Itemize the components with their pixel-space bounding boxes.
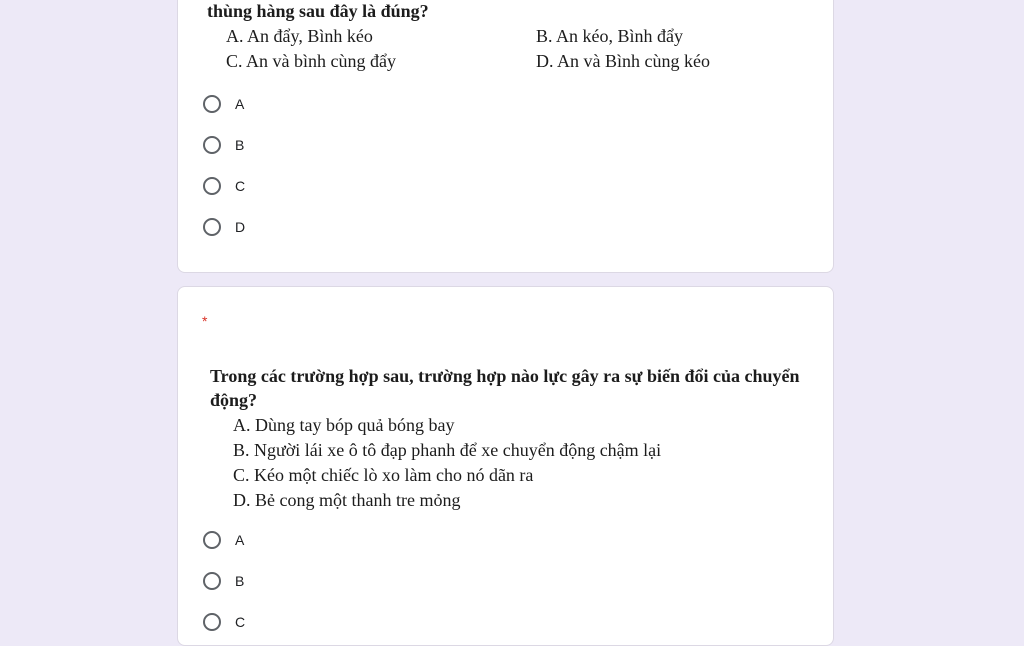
question-2-choice-d: D. Bẻ cong một thanh tre mỏng bbox=[233, 490, 461, 510]
question-1-option-c[interactable] bbox=[203, 174, 245, 198]
option-label: D bbox=[235, 219, 246, 235]
option-label: B bbox=[235, 137, 245, 153]
option-label: A bbox=[235, 532, 245, 548]
question-2-choice-b: B. Người lái xe ô tô đạp phanh để xe chuyển động chậm lại bbox=[233, 440, 662, 460]
question-card-1 bbox=[177, 0, 834, 273]
question-2-text-line-1: Trong các trường hợp sau, trường hợp nào lực gây ra sự biến đổi của chuyển bbox=[210, 366, 800, 386]
radio-button[interactable] bbox=[203, 136, 221, 154]
radio-button[interactable] bbox=[203, 177, 221, 195]
option-label: A bbox=[235, 96, 245, 112]
question-1-choice-d: D. An và Bình cùng kéo bbox=[536, 51, 710, 71]
option-label: B bbox=[235, 573, 245, 589]
radio-button[interactable] bbox=[203, 218, 221, 236]
question-card-2 bbox=[177, 286, 834, 646]
question-2-option-c[interactable] bbox=[203, 610, 245, 634]
question-1-option-b[interactable] bbox=[203, 133, 244, 157]
question-2-choice-a: A. Dùng tay bóp quả bóng bay bbox=[233, 415, 455, 435]
question-2-text-line-2: động? bbox=[210, 390, 258, 410]
question-1-option-d[interactable] bbox=[203, 215, 245, 239]
question-1-choice-a: A. An đẩy, Bình kéo bbox=[226, 26, 373, 46]
radio-button[interactable] bbox=[203, 572, 221, 590]
question-1-text: thùng hàng sau đây là đúng? bbox=[207, 1, 429, 21]
question-2-choice-c: C. Kéo một chiếc lò xo làm cho nó dãn ra bbox=[233, 465, 534, 485]
radio-button[interactable] bbox=[203, 95, 221, 113]
required-asterisk: * bbox=[202, 313, 208, 329]
radio-button[interactable] bbox=[203, 613, 221, 631]
option-label: C bbox=[235, 178, 246, 194]
question-2-option-a[interactable] bbox=[203, 528, 244, 552]
radio-button[interactable] bbox=[203, 531, 221, 549]
question-1-option-a[interactable] bbox=[203, 92, 244, 116]
question-1-choice-c: C. An và bình cùng đẩy bbox=[226, 51, 396, 71]
question-2-option-b[interactable] bbox=[203, 569, 244, 593]
question-1-choice-b: B. An kéo, Bình đẩy bbox=[536, 26, 683, 46]
option-label: C bbox=[235, 614, 246, 630]
